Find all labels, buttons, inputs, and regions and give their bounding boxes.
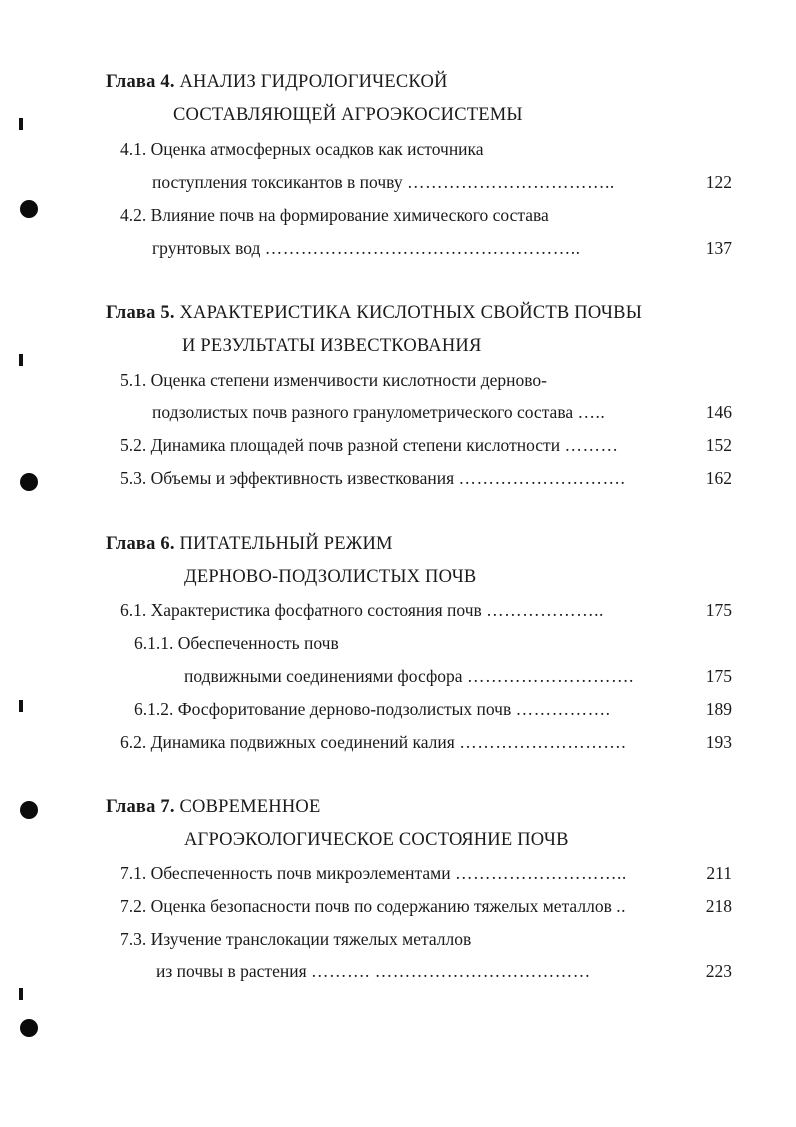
page-number: 175 — [705, 600, 732, 620]
entry-number: 6.1.2. — [134, 699, 174, 719]
toc-entry-5-3[interactable] — [120, 467, 625, 489]
entry-title: из почвы в растения — [156, 961, 307, 981]
entry-number: 6.2. — [120, 732, 147, 752]
page-number: 146 — [705, 402, 732, 422]
dot-leader: .. — [616, 896, 626, 916]
toc-entry-6-1-2[interactable] — [134, 698, 610, 720]
toc-entry-6-1[interactable] — [120, 599, 604, 621]
scan-mark — [19, 700, 23, 712]
binder-hole — [20, 1019, 38, 1037]
toc-entry-4-1-continuation[interactable] — [152, 171, 615, 193]
scan-mark — [19, 988, 23, 1000]
toc-entry-7-2[interactable] — [120, 895, 626, 917]
chapter-title-continuation: И РЕЗУЛЬТАТЫ ИЗВЕСТКОВАНИЯ — [182, 336, 482, 356]
entry-number: 4.2. — [120, 205, 147, 225]
scan-mark — [19, 354, 23, 366]
dot-leader: ………………………. — [466, 666, 634, 686]
entry-number: 5.3. — [120, 468, 147, 488]
chapter-title-continuation: ДЕРНОВО-ПОДЗОЛИСТЫХ ПОЧВ — [184, 567, 477, 587]
entry-number: 5.2. — [120, 435, 147, 455]
dot-leader: ………. ……………………………… — [311, 961, 591, 981]
binder-hole — [20, 801, 38, 819]
chapter-label: Глава 4. — [106, 72, 175, 92]
entry-number: 6.1.1. — [134, 633, 174, 653]
toc-entry-4-1[interactable] — [120, 138, 484, 160]
chapter-heading — [106, 71, 448, 93]
chapter-label: Глава 6. — [106, 534, 175, 554]
entry-title: поступления токсикантов в почву — [152, 172, 403, 192]
entry-title: Обеспеченность почв — [177, 633, 339, 653]
entry-title: Оценка атмосферных осадков как источника — [150, 139, 484, 159]
toc-entry-6-2[interactable] — [120, 731, 626, 753]
chapter-title: АНАЛИЗ ГИДРОЛОГИЧЕСКОЙ — [179, 72, 448, 92]
chapter-title: ХАРАКТЕРИСТИКА КИСЛОТНЫХ СВОЙСТВ ПОЧВЫ — [179, 303, 643, 323]
page-number: 152 — [705, 435, 732, 455]
entry-number: 7.1. — [120, 863, 147, 883]
toc-entry-5-1[interactable] — [120, 369, 547, 391]
page-number: 211 — [706, 863, 732, 883]
dot-leader: ……………. — [515, 699, 611, 719]
chapter-label: Глава 5. — [106, 303, 175, 323]
entry-number: 6.1. — [120, 600, 147, 620]
dot-leader: ……………………….. — [454, 863, 627, 883]
toc-entry-4-2[interactable] — [120, 204, 549, 226]
page-number: 189 — [705, 699, 732, 719]
dot-leader: ……………….. — [486, 600, 604, 620]
toc-entry-6-1-1-continuation[interactable] — [184, 665, 634, 687]
toc-entry-6-1-1[interactable] — [134, 632, 339, 654]
chapter-title: ПИТАТЕЛЬНЫЙ РЕЖИМ — [179, 534, 393, 554]
page-number: 137 — [705, 238, 732, 258]
toc-entry-4-2-continuation[interactable] — [152, 237, 581, 259]
toc-entry-5-2[interactable] — [120, 434, 618, 456]
toc-entry-7-3-continuation[interactable] — [156, 960, 591, 982]
entry-title: Изучение транслокации тяжелых металлов — [150, 929, 472, 949]
entry-title: Динамика подвижных соединений калия — [150, 732, 455, 752]
page-number: 162 — [705, 468, 732, 488]
entry-title: Характеристика фосфатного состояния почв — [150, 600, 482, 620]
page-number: 193 — [705, 732, 732, 752]
chapter-title: СОВРЕМЕННОЕ — [179, 797, 321, 817]
dot-leader: ….. — [577, 402, 606, 422]
entry-title: грунтовых вод — [152, 238, 261, 258]
entry-title: Фосфоритование дерново-подзолистых почв — [177, 699, 512, 719]
dot-leader: …………………………………………….. — [264, 238, 581, 258]
entry-number: 4.1. — [120, 139, 147, 159]
page-number: 175 — [705, 666, 732, 686]
entry-title: Обеспеченность почв микроэлементами — [150, 863, 451, 883]
toc-entry-7-3[interactable] — [120, 928, 471, 950]
entry-title: Объемы и эффективность известкования — [150, 468, 455, 488]
binder-hole — [20, 200, 38, 218]
dot-leader: ………………………. — [458, 468, 626, 488]
chapter-heading — [106, 796, 320, 818]
page-number: 223 — [705, 961, 732, 981]
page-number: 218 — [705, 896, 732, 916]
dot-leader: …………………………….. — [406, 172, 615, 192]
page-number: 122 — [705, 172, 732, 192]
scan-mark — [19, 118, 23, 130]
entry-title: подзолистых почв разного гранулометрического состава — [152, 402, 574, 422]
entry-title: Оценка степени изменчивости кислотности дерново- — [150, 370, 547, 390]
chapter-title-continuation: АГРОЭКОЛОГИЧЕСКОЕ СОСТОЯНИЕ ПОЧВ — [184, 830, 569, 850]
toc-entry-5-1-continuation[interactable] — [152, 401, 605, 423]
entry-title: подвижными соединениями фосфора — [184, 666, 463, 686]
chapter-heading — [106, 302, 642, 324]
entry-number: 7.2. — [120, 896, 147, 916]
entry-title: Влияние почв на формирование химического состава — [150, 205, 549, 225]
dot-leader: ………………………. — [459, 732, 627, 752]
binder-hole — [20, 473, 38, 491]
chapter-title-continuation: СОСТАВЛЯЮЩЕЙ АГРОЭКОСИСТЕМЫ — [173, 105, 523, 125]
entry-number: 5.1. — [120, 370, 147, 390]
dot-leader: ……… — [564, 435, 619, 455]
chapter-heading — [106, 533, 393, 555]
entry-title: Динамика площадей почв разной степени кислотности — [150, 435, 561, 455]
entry-title: Оценка безопасности почв по содержанию тяжелых металлов — [150, 896, 612, 916]
entry-number: 7.3. — [120, 929, 147, 949]
toc-entry-7-1[interactable] — [120, 862, 627, 884]
chapter-label: Глава 7. — [106, 797, 175, 817]
